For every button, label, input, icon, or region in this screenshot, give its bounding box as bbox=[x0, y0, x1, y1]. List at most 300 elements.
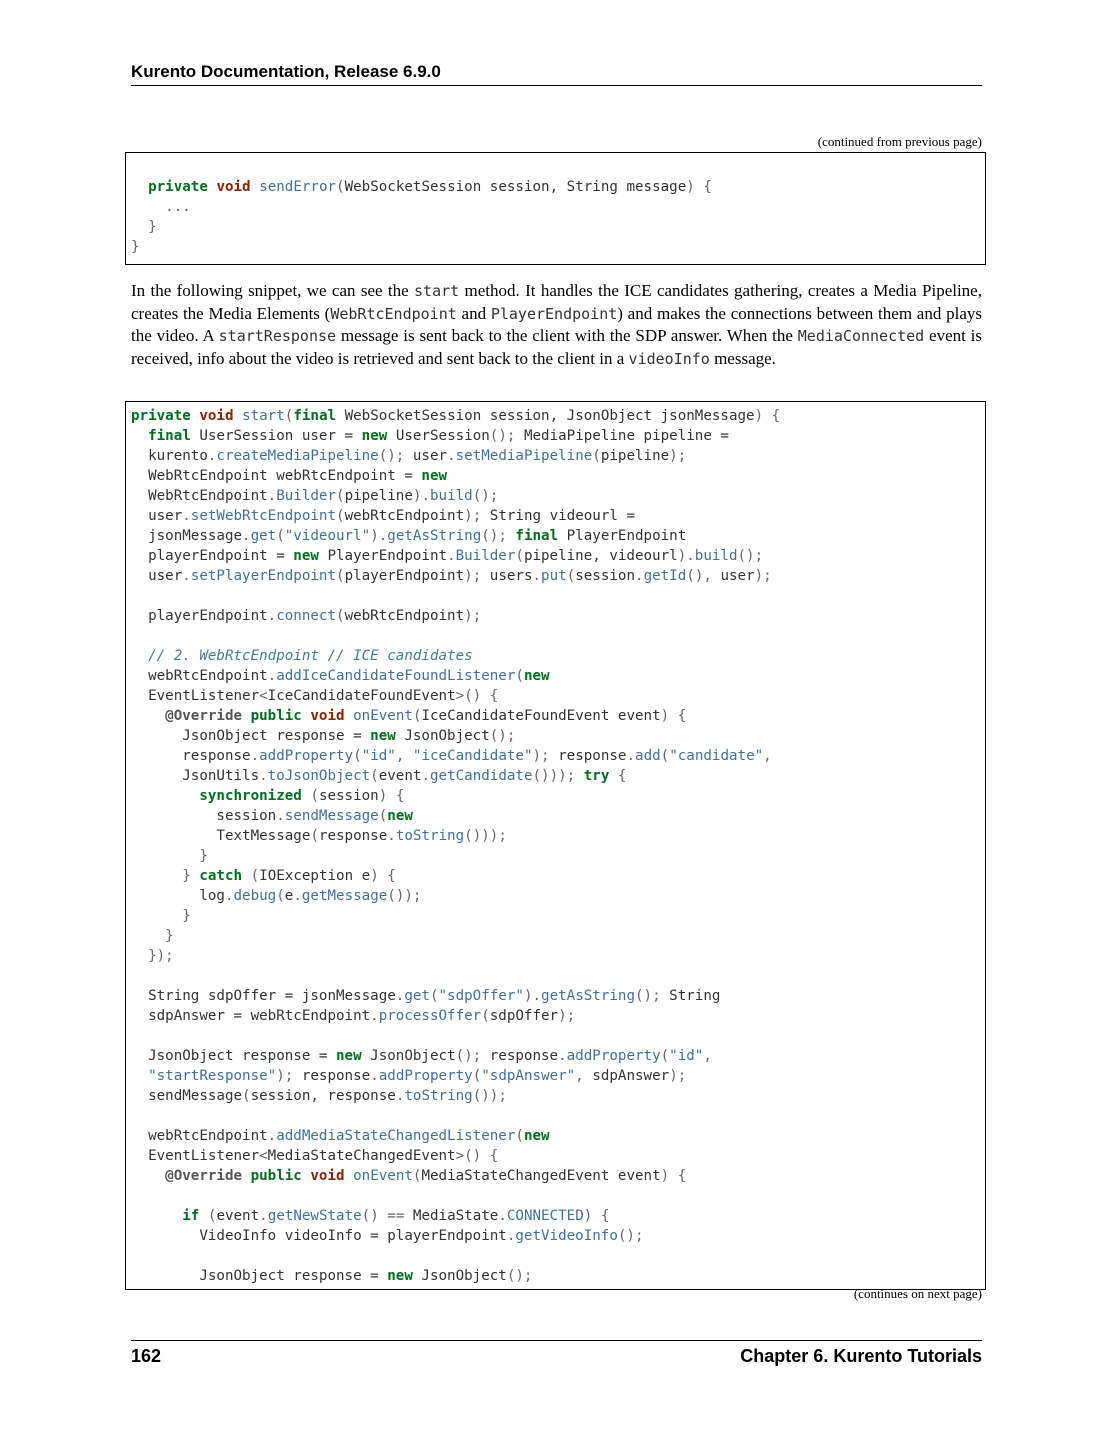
code-token: getMessage bbox=[301, 888, 388, 904]
code-token: webRtcEndpoint bbox=[344, 608, 465, 624]
code-token: UserSession bbox=[387, 428, 490, 444]
code-token: . bbox=[421, 768, 430, 784]
code-token: new bbox=[421, 468, 448, 484]
code-token: } bbox=[131, 868, 200, 884]
code-token: user bbox=[131, 568, 183, 584]
code-line bbox=[126, 506, 985, 526]
code-token: new bbox=[387, 808, 413, 824]
code-token: createMediaPipeline bbox=[216, 448, 379, 464]
code-line bbox=[126, 1006, 985, 1026]
code-token: . bbox=[267, 608, 277, 624]
paragraph-text: message is sent back to the client with the SDP answer. When the bbox=[336, 326, 798, 346]
code-token: EventListener bbox=[131, 688, 260, 704]
code-token: add bbox=[635, 748, 661, 764]
code-token: String sdpOffer = jsonMessage bbox=[131, 988, 396, 1004]
code-token: ( bbox=[336, 568, 345, 584]
code-token: getCandidate bbox=[429, 768, 533, 784]
code-token: EventListener bbox=[131, 1148, 260, 1164]
code-token: webRtcEndpoint bbox=[344, 508, 465, 524]
code-token: put bbox=[541, 568, 567, 584]
code-token: . bbox=[267, 488, 277, 504]
code-line bbox=[126, 466, 985, 486]
code-line bbox=[126, 217, 985, 237]
code-token: addMediaStateChangedListener bbox=[276, 1128, 516, 1144]
code-token: (); bbox=[737, 548, 764, 564]
code-line bbox=[126, 626, 985, 646]
code-block-send-error bbox=[125, 152, 986, 265]
code-token: (); bbox=[378, 448, 413, 464]
code-token: webRtcEndpoint bbox=[131, 1128, 268, 1144]
code-token: e bbox=[284, 888, 294, 904]
code-token: void bbox=[216, 179, 251, 195]
code-token: private bbox=[131, 408, 191, 424]
code-token: sendMessage bbox=[284, 808, 379, 824]
code-token: . bbox=[447, 548, 456, 564]
code-token: } bbox=[131, 908, 191, 924]
code-token: new bbox=[361, 428, 388, 444]
code-token: (); bbox=[455, 1048, 490, 1064]
code-line bbox=[126, 1066, 985, 1086]
code-token: WebSocketSession session, JsonObject jsonMessage bbox=[336, 408, 755, 424]
code-token: String videourl = bbox=[489, 508, 635, 524]
code-token: }); bbox=[131, 948, 174, 964]
code-token: . bbox=[626, 748, 636, 764]
code-token: ( bbox=[284, 408, 294, 424]
code-token bbox=[345, 708, 354, 724]
code-token: (), bbox=[686, 568, 721, 584]
code-token: . bbox=[182, 508, 191, 524]
code-token: event bbox=[378, 768, 422, 784]
code-line bbox=[126, 546, 985, 566]
paragraph-text: In the following snippet, we can see the bbox=[131, 281, 415, 300]
continued-from-note: (continued from previous page) bbox=[817, 134, 982, 149]
code-token: ( bbox=[515, 548, 524, 564]
code-token: onEvent bbox=[353, 1168, 413, 1184]
code-token: . bbox=[395, 988, 405, 1004]
code-token: JsonObject bbox=[412, 1268, 507, 1284]
code-token: WebRtcEndpoint webRtcEndpoint = bbox=[131, 468, 422, 484]
running-header-title: Kurento Documentation, Release 6.9.0 bbox=[131, 62, 441, 81]
code-token: new bbox=[523, 668, 550, 684]
code-token: private bbox=[148, 179, 208, 195]
code-token: ( bbox=[199, 1208, 217, 1224]
code-token: ); bbox=[558, 1008, 576, 1024]
code-token: build bbox=[694, 548, 738, 564]
code-token bbox=[131, 648, 148, 664]
code-token: // 2. WebRtcEndpoint // ICE candidates bbox=[148, 648, 473, 664]
code-token: start bbox=[242, 408, 285, 424]
code-token: . bbox=[242, 528, 251, 544]
continues-on-note: (continues on next page) bbox=[853, 1286, 982, 1301]
code-line bbox=[126, 1166, 985, 1186]
code-token: , bbox=[575, 1068, 593, 1084]
code-token: ( bbox=[412, 1168, 422, 1184]
paragraph-text: message. bbox=[709, 349, 776, 369]
code-line bbox=[126, 1026, 985, 1046]
code-token: (); bbox=[481, 528, 516, 544]
code-line bbox=[126, 806, 985, 826]
code-token: , bbox=[763, 748, 772, 764]
code-token: playerEndpoint bbox=[131, 608, 268, 624]
code-token: final bbox=[148, 428, 191, 444]
code-token: . bbox=[259, 768, 268, 784]
code-token bbox=[131, 788, 199, 804]
code-token: . bbox=[182, 568, 191, 584]
chapter-title: Chapter 6. Kurento Tutorials bbox=[740, 1346, 982, 1366]
code-token: } bbox=[131, 219, 157, 235]
code-token: . bbox=[447, 448, 456, 464]
code-token: . bbox=[370, 1008, 379, 1024]
code-token: ( bbox=[336, 179, 345, 195]
code-line bbox=[126, 1126, 985, 1146]
code-token: jsonMessage bbox=[131, 528, 243, 544]
code-token: (); bbox=[635, 988, 670, 1004]
code-token: sdpAnswer bbox=[592, 1068, 670, 1084]
code-line bbox=[126, 1246, 985, 1266]
code-token: playerEndpoint bbox=[344, 568, 465, 584]
code-token: build bbox=[430, 488, 473, 504]
code-line bbox=[126, 237, 985, 257]
code-token: response bbox=[558, 748, 627, 764]
code-token: ( bbox=[378, 808, 388, 824]
inline-code-startresponse: startResponse bbox=[218, 327, 337, 346]
code-token: . bbox=[635, 568, 644, 584]
code-token: JsonObject bbox=[361, 1048, 456, 1064]
code-token: @Override bbox=[165, 1168, 243, 1184]
code-token: ); bbox=[532, 748, 559, 764]
code-token: event bbox=[216, 1208, 260, 1224]
code-line bbox=[126, 946, 985, 966]
code-token bbox=[345, 1168, 354, 1184]
code-token: connect bbox=[276, 608, 337, 624]
code-token: ( bbox=[336, 608, 345, 624]
code-token: . bbox=[276, 808, 285, 824]
code-line bbox=[126, 1206, 985, 1226]
code-token bbox=[131, 1208, 182, 1224]
code-token bbox=[251, 179, 260, 195]
code-token: users bbox=[489, 568, 533, 584]
code-token: pipeline bbox=[344, 488, 413, 504]
code-line bbox=[126, 826, 985, 846]
code-token: JsonObject response = bbox=[131, 728, 371, 744]
code-line bbox=[126, 1146, 985, 1166]
code-token: . bbox=[370, 1068, 379, 1084]
code-token: MediaState bbox=[412, 1208, 499, 1224]
code-token: toString bbox=[404, 1088, 473, 1104]
code-line bbox=[126, 606, 985, 626]
code-token: public bbox=[250, 1168, 302, 1184]
code-line bbox=[126, 686, 985, 706]
code-token: >() { bbox=[455, 688, 499, 704]
code-token: addProperty bbox=[259, 748, 354, 764]
code-token: ( bbox=[370, 768, 379, 784]
code-token bbox=[234, 408, 243, 424]
code-token: catch bbox=[199, 868, 243, 884]
inline-code-videoinfo: videoInfo bbox=[628, 350, 710, 369]
code-token: (); bbox=[617, 1228, 644, 1244]
code-token: processOffer bbox=[378, 1008, 482, 1024]
code-line bbox=[126, 926, 985, 946]
code-token: response bbox=[301, 1068, 371, 1084]
code-token: "id" bbox=[669, 1048, 704, 1064]
code-token: . bbox=[267, 1128, 277, 1144]
code-token: MediaPipeline pipeline = bbox=[523, 428, 729, 444]
code-token: ). bbox=[412, 488, 430, 504]
code-token: void bbox=[310, 708, 345, 724]
description-paragraph bbox=[131, 280, 982, 371]
code-token: ( bbox=[242, 1088, 251, 1104]
code-token: ( bbox=[301, 788, 319, 804]
code-token: . bbox=[395, 1088, 405, 1104]
code-token: ); bbox=[276, 1068, 302, 1084]
code-token: ) { bbox=[378, 788, 405, 804]
inline-code-webrtcendpoint: WebRtcEndpoint bbox=[330, 304, 457, 323]
code-token: try bbox=[583, 768, 610, 784]
code-line bbox=[126, 177, 985, 197]
code-token: ())); bbox=[464, 828, 507, 844]
code-token: ( bbox=[276, 888, 285, 904]
code-token: getAsString bbox=[541, 988, 635, 1004]
code-token: new bbox=[370, 728, 396, 744]
code-token: ); bbox=[464, 568, 490, 584]
code-token: () == bbox=[361, 1208, 413, 1224]
code-token: ) { bbox=[754, 408, 781, 424]
code-token: JsonUtils bbox=[131, 768, 260, 784]
code-token: Builder bbox=[455, 548, 516, 564]
code-token: onEvent bbox=[353, 708, 413, 724]
code-token: ); bbox=[464, 608, 482, 624]
code-token: @Override bbox=[165, 708, 243, 724]
code-token: MediaStateChangedEvent bbox=[267, 1148, 456, 1164]
code-line bbox=[126, 666, 985, 686]
code-token: } bbox=[131, 239, 140, 255]
code-token: getVideoInfo bbox=[515, 1228, 618, 1244]
code-token bbox=[131, 179, 148, 195]
code-block-start-method bbox=[125, 401, 986, 1290]
code-token: new bbox=[523, 1128, 550, 1144]
code-token bbox=[131, 1168, 165, 1184]
code-token: ); bbox=[669, 1068, 687, 1084]
code-token: user bbox=[131, 508, 183, 524]
code-token: log bbox=[131, 888, 225, 904]
code-token: ( bbox=[429, 988, 439, 1004]
code-token: . bbox=[224, 888, 234, 904]
paragraph-text: method. It handles the ICE candidates gathering, creates a Media Pipeline, creates the Media Elements ( bbox=[131, 281, 982, 323]
code-line bbox=[126, 446, 985, 466]
inline-code-start: start bbox=[414, 282, 460, 300]
code-token: ( bbox=[336, 508, 345, 524]
code-token: sendMessage bbox=[131, 1088, 243, 1104]
code-token: ( bbox=[566, 568, 576, 584]
code-token: "videourl" bbox=[284, 528, 371, 544]
code-token: . bbox=[267, 668, 277, 684]
inline-code-playerendpoint: PlayerEndpoint bbox=[490, 304, 618, 323]
code-line bbox=[126, 1106, 985, 1126]
code-token: IceCandidateFoundEvent event bbox=[421, 708, 661, 724]
code-token: . bbox=[250, 748, 260, 764]
code-token: UserSession user = bbox=[190, 428, 362, 444]
code-token: webRtcEndpoint bbox=[131, 668, 268, 684]
code-line bbox=[126, 746, 985, 766]
code-token: ) { bbox=[660, 1168, 687, 1184]
code-token: toString bbox=[395, 828, 465, 844]
code-token: void bbox=[199, 408, 234, 424]
code-token: CONNECTED bbox=[506, 1208, 584, 1224]
code-token: ( bbox=[336, 488, 345, 504]
code-line bbox=[126, 1186, 985, 1206]
code-token: >() { bbox=[455, 1148, 499, 1164]
code-line bbox=[126, 1226, 985, 1246]
code-token: final bbox=[515, 528, 559, 544]
header-rule bbox=[131, 85, 982, 86]
code-line bbox=[126, 786, 985, 806]
code-token: new bbox=[293, 548, 319, 564]
code-token: addIceCandidateFoundListener bbox=[276, 668, 516, 684]
code-token: session bbox=[131, 808, 277, 824]
code-token: { bbox=[609, 768, 627, 784]
code-token: PlayerEndpoint bbox=[318, 548, 448, 564]
code-token: . bbox=[558, 1048, 567, 1064]
code-token: ( bbox=[353, 748, 362, 764]
code-token: } bbox=[131, 928, 174, 944]
code-token: . bbox=[532, 568, 542, 584]
code-token: pipeline bbox=[600, 448, 670, 464]
code-token: TextMessage bbox=[131, 828, 311, 844]
code-token: get bbox=[250, 528, 277, 544]
code-token: "sdpOffer" bbox=[438, 988, 524, 1004]
code-token: toJsonObject bbox=[267, 768, 371, 784]
code-token: ( bbox=[515, 668, 524, 684]
code-token: sdpOffer bbox=[489, 1008, 559, 1024]
code-token: "id" bbox=[361, 748, 396, 764]
code-token: setMediaPipeline bbox=[455, 448, 593, 464]
code-line bbox=[126, 426, 985, 446]
code-token: MediaStateChangedEvent event bbox=[421, 1168, 661, 1184]
code-line bbox=[126, 866, 985, 886]
code-token: String bbox=[669, 988, 721, 1004]
code-line bbox=[126, 566, 985, 586]
code-token: ) { bbox=[370, 868, 396, 884]
code-token: sendError bbox=[259, 179, 337, 195]
code-token: ) { bbox=[660, 708, 687, 724]
code-token: IceCandidateFoundEvent bbox=[267, 688, 456, 704]
code-token: kurento bbox=[131, 448, 208, 464]
page-number: 162 bbox=[131, 1346, 162, 1366]
code-token: ( bbox=[660, 748, 670, 764]
code-token: ( bbox=[660, 1048, 670, 1064]
code-token: . bbox=[506, 1228, 516, 1244]
code-token: ); bbox=[669, 448, 687, 464]
code-token: . bbox=[293, 888, 302, 904]
code-token: session bbox=[318, 788, 379, 804]
code-token: pipeline, videourl bbox=[523, 548, 678, 564]
code-token: "iceCandidate" bbox=[412, 748, 533, 764]
code-token: ( bbox=[276, 528, 285, 544]
code-token: if bbox=[182, 1208, 200, 1224]
code-token: ). bbox=[523, 988, 542, 1004]
code-token: "startResponse" bbox=[148, 1068, 277, 1084]
code-token: } bbox=[131, 848, 208, 864]
code-token: getNewState bbox=[267, 1208, 362, 1224]
code-token: . bbox=[387, 828, 396, 844]
paragraph-text: event is received, info about the video is retrieved and sent back to the client in a bbox=[131, 326, 982, 369]
code-token: response bbox=[131, 748, 251, 764]
code-token: getAsString bbox=[387, 528, 482, 544]
code-line bbox=[126, 906, 985, 926]
code-line bbox=[126, 706, 985, 726]
code-token: ... bbox=[131, 199, 191, 215]
code-token: Builder bbox=[276, 488, 337, 504]
code-token: . bbox=[259, 1208, 268, 1224]
code-line bbox=[126, 1046, 985, 1066]
code-line bbox=[126, 1266, 985, 1286]
paragraph-text: ) and makes the connections between them and plays the video. A bbox=[131, 303, 982, 346]
code-token: response bbox=[318, 828, 388, 844]
code-token: user bbox=[412, 448, 448, 464]
code-token: ()); bbox=[387, 888, 422, 904]
code-token: (); bbox=[489, 428, 524, 444]
code-token: getId bbox=[643, 568, 687, 584]
code-token: (); bbox=[472, 488, 499, 504]
code-token: ())); bbox=[532, 768, 584, 784]
code-token: response bbox=[489, 1048, 559, 1064]
code-token: sdpAnswer = webRtcEndpoint bbox=[131, 1008, 371, 1024]
code-line bbox=[126, 197, 985, 217]
code-line bbox=[126, 846, 985, 866]
code-token bbox=[131, 708, 165, 724]
code-line bbox=[126, 986, 985, 1006]
code-token: ). bbox=[370, 528, 388, 544]
code-token: < bbox=[259, 688, 268, 704]
code-token bbox=[131, 1068, 148, 1084]
code-token bbox=[242, 708, 251, 724]
code-token: addProperty bbox=[378, 1068, 473, 1084]
code-line bbox=[126, 766, 985, 786]
code-token: VideoInfo videoInfo = playerEndpoint bbox=[131, 1228, 507, 1244]
code-token: get bbox=[404, 988, 430, 1004]
code-token: ( bbox=[242, 868, 260, 884]
code-line bbox=[126, 526, 985, 546]
code-token: new bbox=[387, 1268, 413, 1284]
code-token: ( bbox=[412, 708, 422, 724]
code-token: JsonObject bbox=[395, 728, 490, 744]
code-token: synchronized bbox=[199, 788, 302, 804]
code-token: "sdpAnswer" bbox=[481, 1068, 576, 1084]
code-token: debug bbox=[233, 888, 277, 904]
code-token: session bbox=[575, 568, 636, 584]
code-token: "candidate" bbox=[669, 748, 764, 764]
code-token: setPlayerEndpoint bbox=[190, 568, 337, 584]
code-token: < bbox=[259, 1148, 268, 1164]
code-token: . bbox=[207, 448, 217, 464]
code-line bbox=[126, 586, 985, 606]
footer-rule bbox=[131, 1340, 982, 1341]
code-token: ( bbox=[592, 448, 601, 464]
code-token: session, response bbox=[250, 1088, 396, 1104]
code-token: ) { bbox=[583, 1208, 610, 1224]
code-token: ); bbox=[464, 508, 490, 524]
code-token: ()); bbox=[472, 1088, 507, 1104]
code-token: ( bbox=[481, 1008, 490, 1024]
code-token: IOException e bbox=[259, 868, 371, 884]
code-token: JsonObject response = bbox=[131, 1268, 388, 1284]
code-token: setWebRtcEndpoint bbox=[190, 508, 337, 524]
code-token: playerEndpoint = bbox=[131, 548, 294, 564]
code-line bbox=[126, 1086, 985, 1106]
code-token: addProperty bbox=[566, 1048, 661, 1064]
code-token: ); bbox=[754, 568, 772, 584]
code-token: ( bbox=[515, 1128, 524, 1144]
